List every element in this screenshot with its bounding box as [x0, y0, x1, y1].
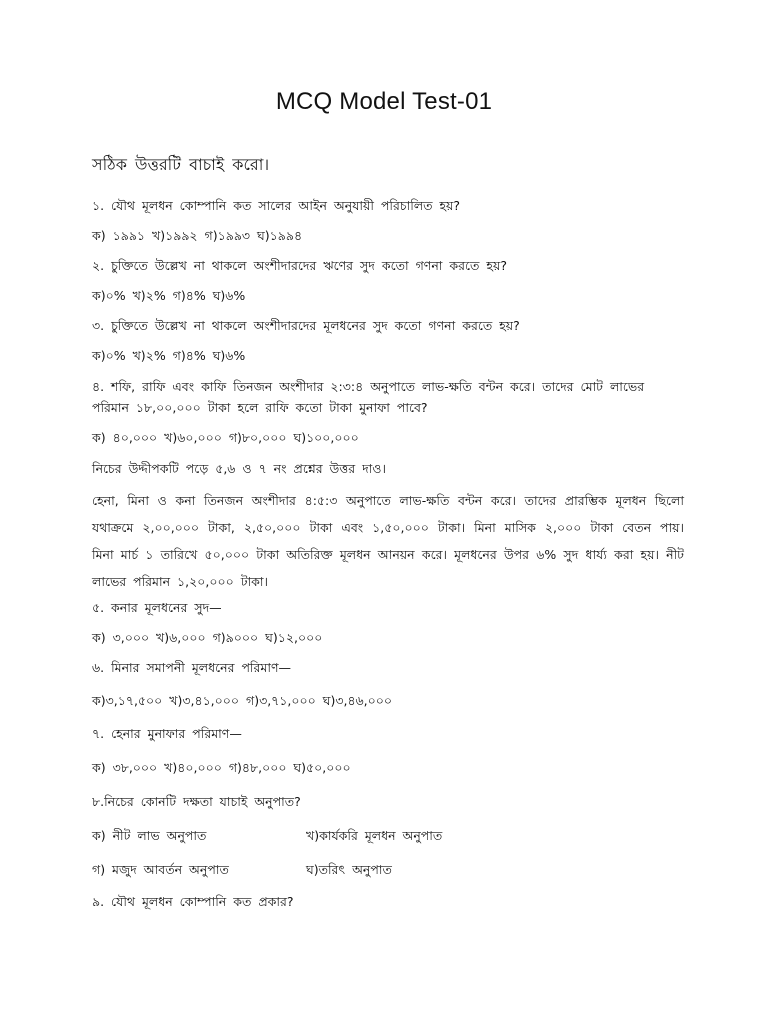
question-1-options: ক) ১৯৯১ খ)১৯৯২ গ)১৯৯৩ ঘ)১৯৯৪	[92, 228, 303, 243]
question-4: ৪. শফি, রাফি এবং কাফি তিনজন অংশীদার ২:৩:৪ অনুপাতে লাভ-ক্ষতি বন্টন করে। তাদের মোট লাভের পরিমান ১৮,০০,০০০ টাকা হলে রাফি কতো টাকা মুনাফা পাবে?	[92, 379, 645, 415]
question-4-options: ক) ৪০,০০০ খ)৬০,০০০ গ)৮০,০০০ ঘ)১০০,০০০	[92, 430, 359, 445]
option-b: খ)কার্যকরি মূলধন অনুপাত	[306, 828, 443, 843]
option-c: গ) মজুদ আবর্তন অনুপাত	[92, 862, 229, 877]
question-6: ৬. মিনার সমাপনী মূলধনের পরিমাণ—	[92, 660, 291, 675]
question-2: ২. চুক্তিতে উল্লেখ না থাকলে অংশীদারদের ঋণের সুদ কতো গণনা করতে হয়?	[92, 258, 507, 273]
question-2-options: ক)০% খ)২% গ)৪% ঘ)৬%	[92, 288, 246, 303]
question-1: ১. যৌথ মূলধন কোম্পানি কত সালের আইন অনুযায়ী পরিচালিত হয়?	[92, 198, 461, 213]
question-7: ৭. হেনার মুনাফার পরিমাণ—	[92, 726, 242, 741]
page-title: MCQ Model Test-01	[275, 88, 493, 115]
question-6-options: ক)৩,১৭,৫০০ খ)৩,৪১,০০০ গ)৩,৭১,০০০ ঘ)৩,৪৬,০০০	[92, 693, 393, 708]
option-d: ঘ)তরিৎ অনুপাত	[306, 862, 392, 877]
question-3-options: ক)০% খ)২% গ)৪% ঘ)৬%	[92, 348, 246, 363]
question-5: ৫. কনার মূলধনের সুদ—	[92, 600, 222, 615]
question-5-options: ক) ৩,০০০ খ)৬,০০০ গ)৯০০০ ঘ)১২,০০০	[92, 630, 323, 645]
stem-intro: নিচের উদ্দীপকটি পড়ে ৫,৬ ও ৭ নং প্রশ্নের উত্তর দাও।	[92, 461, 386, 476]
question-8: ৮.নিচের কোনটি দক্ষতা যাচাই অনুপাত?	[92, 794, 301, 809]
instruction-heading: সঠিক উত্তরটি বাচাই করো।	[92, 155, 270, 174]
question-9: ৯. যৌথ মূলধন কোম্পানি কত প্রকার?	[92, 894, 294, 909]
stem-paragraph: হেনা, মিনা ও কনা তিনজন অংশীদার ৪:৫:৩ অনুপাতে লাভ-ক্ষতি বন্টন করে। তাদের প্রারম্ভিক মূলধন ছিলো যথাক্রমে ২,০০,০০০ টাকা, ২,৫০,০০০ টাকা এবং ১,৫০,০০০ টাকা। মিনা মাসিক ২,০০০ টাকা বেতন পায়। মিনা মার্চ ১ তারিখে ৫০,০০০ টাকা অতিরিক্ত মূলধন আনয়ন করে। মূলধনের উপর ৬% সুদ ধার্য্য করা হয়। নীট লাভের পরিমান ১,২০,০০০ টাকা।	[92, 493, 684, 589]
option-a: ক) নীট লাভ অনুপাত	[92, 828, 207, 843]
question-3: ৩. চুক্তিতে উল্লেখ না থাকলে অংশীদারদের মূলধনের সুদ কতো গণনা করতে হয়?	[92, 318, 520, 333]
question-7-options: ক) ৩৮,০০০ খ)৪০,০০০ গ)৪৮,০০০ ঘ)৫০,০০০	[92, 760, 351, 775]
